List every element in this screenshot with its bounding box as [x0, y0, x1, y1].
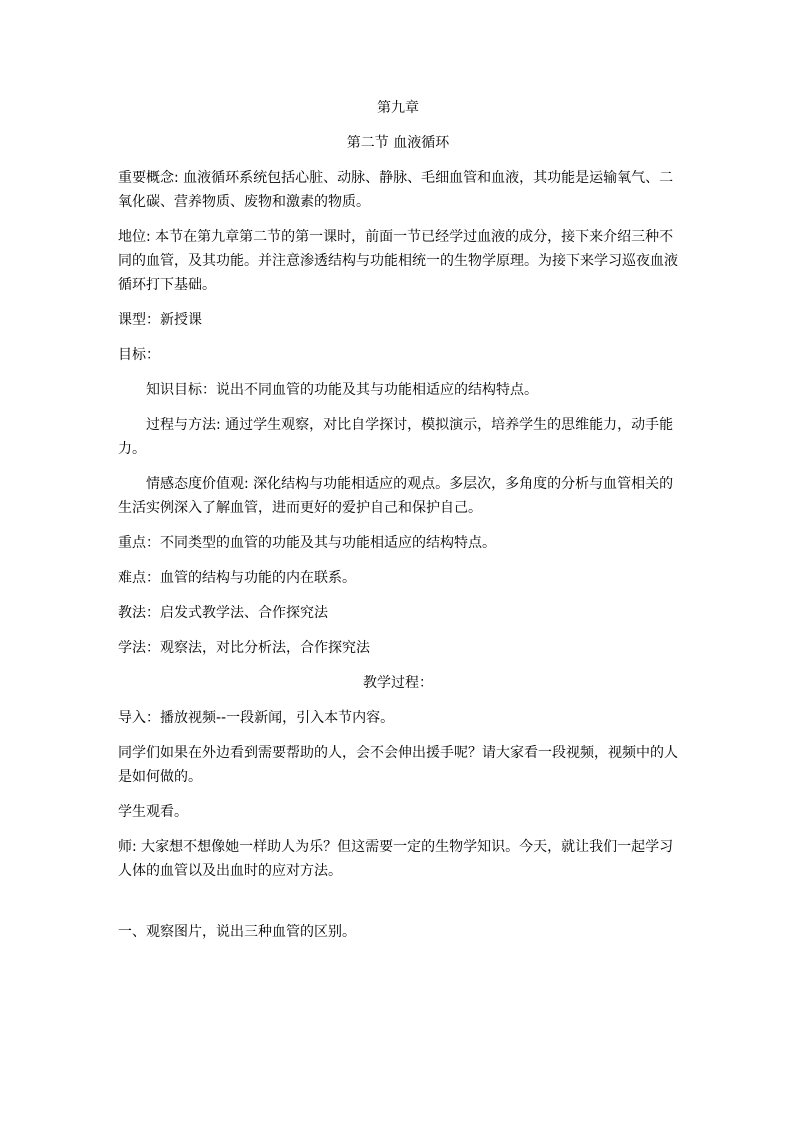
- process-heading: 教学过程：: [363, 675, 433, 691]
- learning-method-paragraph: 学法：观察法，对比分析法，合作探究法: [118, 640, 370, 656]
- difficulty-paragraph: 难点：血管的结构与功能的内在联系。: [118, 570, 356, 586]
- teaching-method-paragraph: 教法：启发式教学法、合作探究法: [118, 605, 328, 621]
- key-point-paragraph: 重点：不同类型的血管的功能及其与功能相适应的结构特点。: [118, 535, 496, 551]
- key-concept-paragraph: 重要概念: 血液循环系统包括心脏、动脉、静脉、毛细血管和血液，其功能是运输氧气、二氧化碳、营养物质、废物和激素的物质。: [118, 170, 674, 210]
- students-watch-paragraph: 学生观看。: [118, 804, 188, 820]
- lesson-type-paragraph: 课型：新授课: [118, 312, 202, 328]
- position-paragraph: 地位: 本节在第九章第二节的第一课时，前面一节已经学过血液的成分，接下来介绍三种不同的血管，及其功能。并注意渗透结构与功能相统一的生物学原理。为接下来学习巡夜血液循环打下基础。: [118, 229, 678, 293]
- introduction-paragraph: 导入：播放视频--一段新闻，引入本节内容。: [118, 710, 395, 726]
- process-goal-paragraph: 过程与方法: 通过学生观察，对比自学探讨，模拟演示，培养学生的思维能力，动手能力。: [118, 417, 674, 457]
- knowledge-goal-paragraph: 知识目标：说出不同血管的功能及其与功能相适应的结构特点。: [146, 382, 538, 398]
- document-page: [118, 96, 678, 955]
- section-one-heading: 一、观察图片，说出三种血管的区别。: [118, 924, 356, 940]
- emotion-goal-paragraph: 情感态度价值观: 深化结构与功能相适应的观点。多层次，多角度的分析与血管相关的生活实例深入了解血管，进而更好的爱护自己和保护自己。: [118, 476, 674, 516]
- goals-label: 目标：: [118, 347, 160, 363]
- question-paragraph: 同学们如果在外边看到需要帮助的人，会不会伸出援手呢？请大家看一段视频，视频中的人是如何做的。: [118, 745, 678, 785]
- section-title: 第二节 血液循环: [346, 135, 450, 151]
- chapter-title: 第九章: [377, 100, 419, 116]
- teacher-paragraph: 师: 大家想不想像她一样助人为乐？但这需要一定的生物学知识。今天，就让我们一起学习人体的血管以及出血时的应对方法。: [118, 839, 674, 879]
